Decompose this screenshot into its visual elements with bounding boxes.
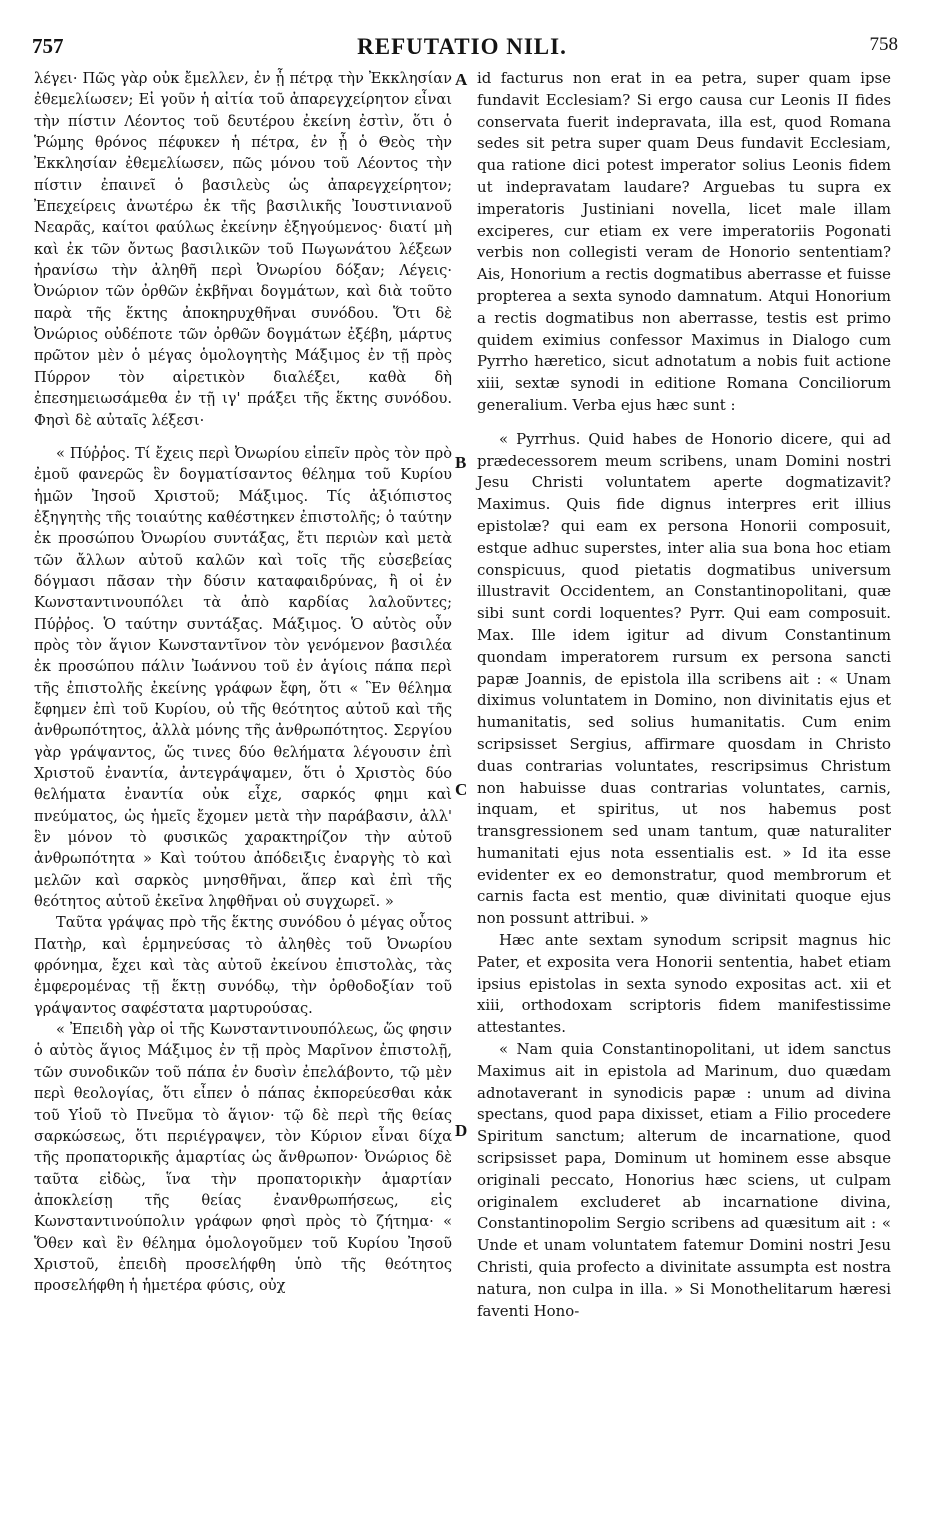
- greek-paragraph-2: « Πύῤῥος. Τί ἔχεις περὶ Ὀνωρίου εἰπεῖν πρὸς τὸν πρὸ ἐμοῦ φανερῶς ἓν δογματίσαντος θέλημα τοῦ Κυρίου ἡμῶν Ἰησοῦ Χριστοῦ; Μάξιμος. Τίς ἀξιόπιστος ἐξηγητὴς τῆς τοιαύτης καθέστηκεν ἐπιστολῆς; ὁ ταύτην ἐκ προσώπου Ὀνωρίου συντάξας, ἔτι περιὼν καὶ μετὰ τῶν ἄλλων αὐτοῦ καλῶν καὶ τοῖς τῆς εὐσεβείας δόγμασι πᾶσαν τὴν δύσιν καταφαιδρύνας, ἢ οἱ ἐν Κωνσταντινουπόλει τὰ ἀπὸ καρδίας λαλοῦντες; Πύῤῥος. Ὁ ταύτην συντάξας. Μάξιμος. Ὁ αὐτὸς οὖν πρὸς τὸν ἅγιον Κωνσταντῖνον τὸν γενόμενον βασιλέα ἐκ προσώπου πάλιν Ἰωάννου τοῦ ἐν ἁγίοις πάπα περὶ τῆς ἐπιστολῆς ἐκείνης γράφων ἔφη, ὅτι « Ἓν θέλημα ἔφημεν ἐπὶ τοῦ Κυρίου, οὐ τῆς θεότητος αὐτοῦ καὶ τῆς ἀνθρωπότητος, ἀλλὰ μόνης τῆς ἀνθρωπότητος. Σεργίου γὰρ γράψαντος, ὥς τινες δύο θελήματα λέγουσιν ἐπὶ Χριστοῦ ἐναντία, ἀντεγράψαμεν, ὅτι ὁ Χριστὸς δύο θελήματα ἐναντία οὐκ εἶχε, σαρκός φημι καὶ πνεύματος, ὡς ἡμεῖς ἔχομεν μετὰ τὴν παράβασιν, ἀλλ' ἓν μόνον τὸ φυσικῶς χαρακτηρίζον τὴν αὐτοῦ ἀνθρωπότητα » Καὶ τούτου ἀπόδειξις ἐναργὴς τὸ καὶ μελῶν καὶ σαρκὸς μνησθῆναι, ἅπερ καὶ ἐπὶ τῆς θεότητος αὐτοῦ ἐκεῖνα ληφθῆναι οὐ συγχωρεῖ. »: [34, 444, 452, 911]
- greek-paragraph-3: Ταῦτα γράψας πρὸ τῆς ἕκτης συνόδου ὁ μέγας οὗτος Πατὴρ, καὶ ἑρμηνεύσας τὸ ἀληθὲς τοῦ Ὀνωρίου φρόνημα, ἔχει καὶ τὰς αὐτοῦ ἐκείνου ἐπιστολὰς, τὰς ἐμφερομένας τῇ ἕκτῃ συνόδῳ, τὴν ὀρθοδοξίαν τοῦ γράψαντος σαφέστατα μαρτυρούσας.: [34, 914, 452, 1017]
- latin-paragraph-3: Hæc ante sextam synodum scripsit magnus hic Pater, et exposita vera Honorii sententia, habet etiam ipsius epistolas in sexta synodo expositas act. xii et xiii, orthodoxam scriptoris fidem manifestissime attestantes.: [477, 931, 891, 1037]
- greek-column: [34, 68, 452, 1297]
- page-number-left: 757: [32, 34, 64, 58]
- latin-paragraph-4: « Nam quia Constantinopolitani, ut idem sanctus Maximus ait in epistola ad Marinum, duo quædam adnotaverant in synodicis papæ : unum ad divina spectans, quod papa dixisset, etiam a Filio procedere Spiritum sanctum; alterum de incarnatione, quod scripsisset papa, Dominum ut hominem esse absque originali peccato, Honorius hæc sciens, ut culpam originalem excluderet ab incarnatione divina, Constantinopolim Sergio scribens ad quæsitum ait : « Unde et unam voluntatem fatemur Domini nostri Jesu Christi, quia profecto a divinitate assumpta est nostra natura, non culpa in illa. » Si Monothelitarum hæresi faventi Hono-: [477, 1040, 891, 1320]
- section-marker-a: A: [455, 70, 468, 89]
- greek-paragraph-1: λέγει· Πῶς γὰρ οὐκ ἔμελλεν, ἐν ᾗ πέτρᾳ τὴν Ἐκκλησίαν ἐθεμελίωσεν; Εἰ γοῦν ἡ αἰτία τοῦ ἀπαρεγχείρητον εἶναι τὴν πίστιν Λέοντος τοῦ δευτέρου ἐκείνη ἐστὶν, ὅτι ὁ Ῥώμης θρόνος πέφυκεν ἡ πέτρα, ἐν ᾗ ὁ Θεὸς τὴν Ἐκκλησίαν ἐθεμελίωσεν, πῶς μόνου τοῦ Λέοντος τὴν πίστιν ἐπαινεῖ ὁ βασιλεὺς ὡς ἀπαρεγχείρητον; Ἐπεχείρεις ἀνωτέρω ἐκ τῆς βασιλικῆς Ἰουστινιανοῦ Νεαρᾶς, καίτοι φαύλως ἐκείνην ἐξηγούμενος· διατί μὴ καὶ ἐκ τῶν ὄντως βασιλικῶν τοῦ Πωγωνάτου λέξεων ἠρανίσω τὴν ἀληθῆ περὶ Ὀνωρίου δόξαν; Λέγεις· Ὀνώριον τῶν ὀρθῶν ἐκβῆναι δογμάτων, καὶ διὰ τοῦτο παρὰ τῆς ἕκτης ἀποκηρυχθῆναι συνόδου. Ὅτι δὲ Ὀνώριος οὐδέποτε τῶν ὀρθῶν δογμάτων ἐξέβη, μάρτυς πρῶτον μὲν ὁ μέγας ὁμολογητὴς Μάξιμος ἐν τῇ πρὸς Πύρρον τὸν αἱρετικὸν διαλέξει, καθὰ δὴ ἐπεσημειωσάμεθα ἐν τῇ ιγ' πράξει τῆς ἕκτης συνόδου. Φησὶ δὲ αὐταῖς λέξεσι·: [34, 70, 452, 429]
- latin-paragraph-1: id facturus non erat in ea petra, super quam ipse fundavit Ecclesiam? Si ergo causa cur Leonis II fides conservata fuerit indepravata, illa est, quod Romana sedes sit petra super quam Deus fundavit Ecclesiam, qua ratione dici potest imperator solius Leonis fidem ut indepravatam laudare? Arguebas tu supra ex imperatoris Justiniani novella, licet male illam exciperes, cur etiam ex vere imperatoriis Pogonati verbis non collegisti veram de Honorio sententiam? Ais, Honorium a rectis dogmatibus aberrasse et fuisse propterea a sexta synodo damnatum. Atqui Honorium a rectis dogmatibus non aberrasse, testis est primo quidem eximius confessor Maximus in Dialogo cum Pyrrho hæretico, sicut adnotatum a nobis fuit actione xiii, sextæ synodi in editione Romana Conciliorum generalium. Verba ejus hæc sunt :: [477, 69, 891, 414]
- greek-paragraph-4: « Ἐπειδὴ γὰρ οἱ τῆς Κωνσταντινουπόλεως, ὥς φησιν ὁ αὐτὸς ἅγιος Μάξιμος ἐν τῇ πρὸς Μαρῖνον ἐπιστολῇ, τῶν συνοδικῶν τοῦ πάπα ἐν δυσὶν ἐπελάβοντο, τῷ μὲν περὶ θεολογίας, ὅτι εἶπεν ὁ πάπας ἐκπορεύεσθαι κἀκ τοῦ Υἱοῦ τὸ Πνεῦμα τὸ ἅγιον· τῷ δὲ περὶ τῆς θείας σαρκώσεως, ὅτι περιέγραψεν, τὸν Κύριον εἶναι δίχα τῆς προπατορικῆς ἁμαρτίας ὡς ἄνθρωπον· Ὀνώριος δὲ ταῦτα εἰδὼς, ἵνα τὴν προπατορικὴν ἁμαρτίαν ἀποκλείσῃ τῆς θείας ἐνανθρωπήσεως, εἰς Κωνσταντινούπολιν γράφων φησὶ πρὸς τὸ ζήτημα· « Ὅθεν καὶ ἓν θέλημα ὁμολογοῦμεν τοῦ Κυρίου Ἰησοῦ Χριστοῦ, ἐπειδὴ προσελήφθη ὑπὸ τῆς θεότητος προσελήφθη ἡ ἡμετέρα φύσις, οὐχ: [34, 1021, 452, 1295]
- page-number-right: 758: [869, 34, 898, 55]
- running-title: REFUTATIO NILI.: [357, 34, 567, 59]
- section-marker-d: D: [455, 1121, 468, 1140]
- latin-paragraph-2: « Pyrrhus. Quid habes de Honorio dicere, qui ad prædecessorem meum scribens, unam Domini nostri Jesu Christi voluntatem aperte dogmatizavit? Maximus. Quis fide dignus interpres erit illius epistolæ? qui eam ex persona Honorii composuit, estque adhuc superstes, inter alia sua bona hoc etiam conspicuus, quod pietatis dogmatibus universum illustravit Occidentem, an Constantinopolitani, quæ sibi sunt cordi loquentes? Pyrr. Qui eam composuit. Max. Ille idem igitur ad divum Constantinum quondam imperatorem rursum ex persona sancti papæ Joannis, de epistola illa scribens ait : « Unam diximus voluntatem in Domino, non divinitatis ejus et humanitatis, sed solius humanitatis. Cum enim scripsisset Sergius, affirmare quosdam in Christo duas contrarias voluntates, rescripsimus Christum non habuisse duas contrarias voluntates, carnis, inquam, et spiritus, ut nos habemus post transgressionem sed unam tantum, quæ naturaliter humanitati ejus nota essentialis est. » Id ita esse evidenter ex eo demonstratur, quod membrorum et carnis facta est mentio, quæ divinitati quoque ejus non possunt attribui. »: [477, 429, 891, 928]
- latin-column: [477, 68, 891, 1322]
- running-header: [26, 34, 898, 68]
- section-marker-b: B: [455, 453, 467, 472]
- section-marker-c: C: [455, 780, 468, 799]
